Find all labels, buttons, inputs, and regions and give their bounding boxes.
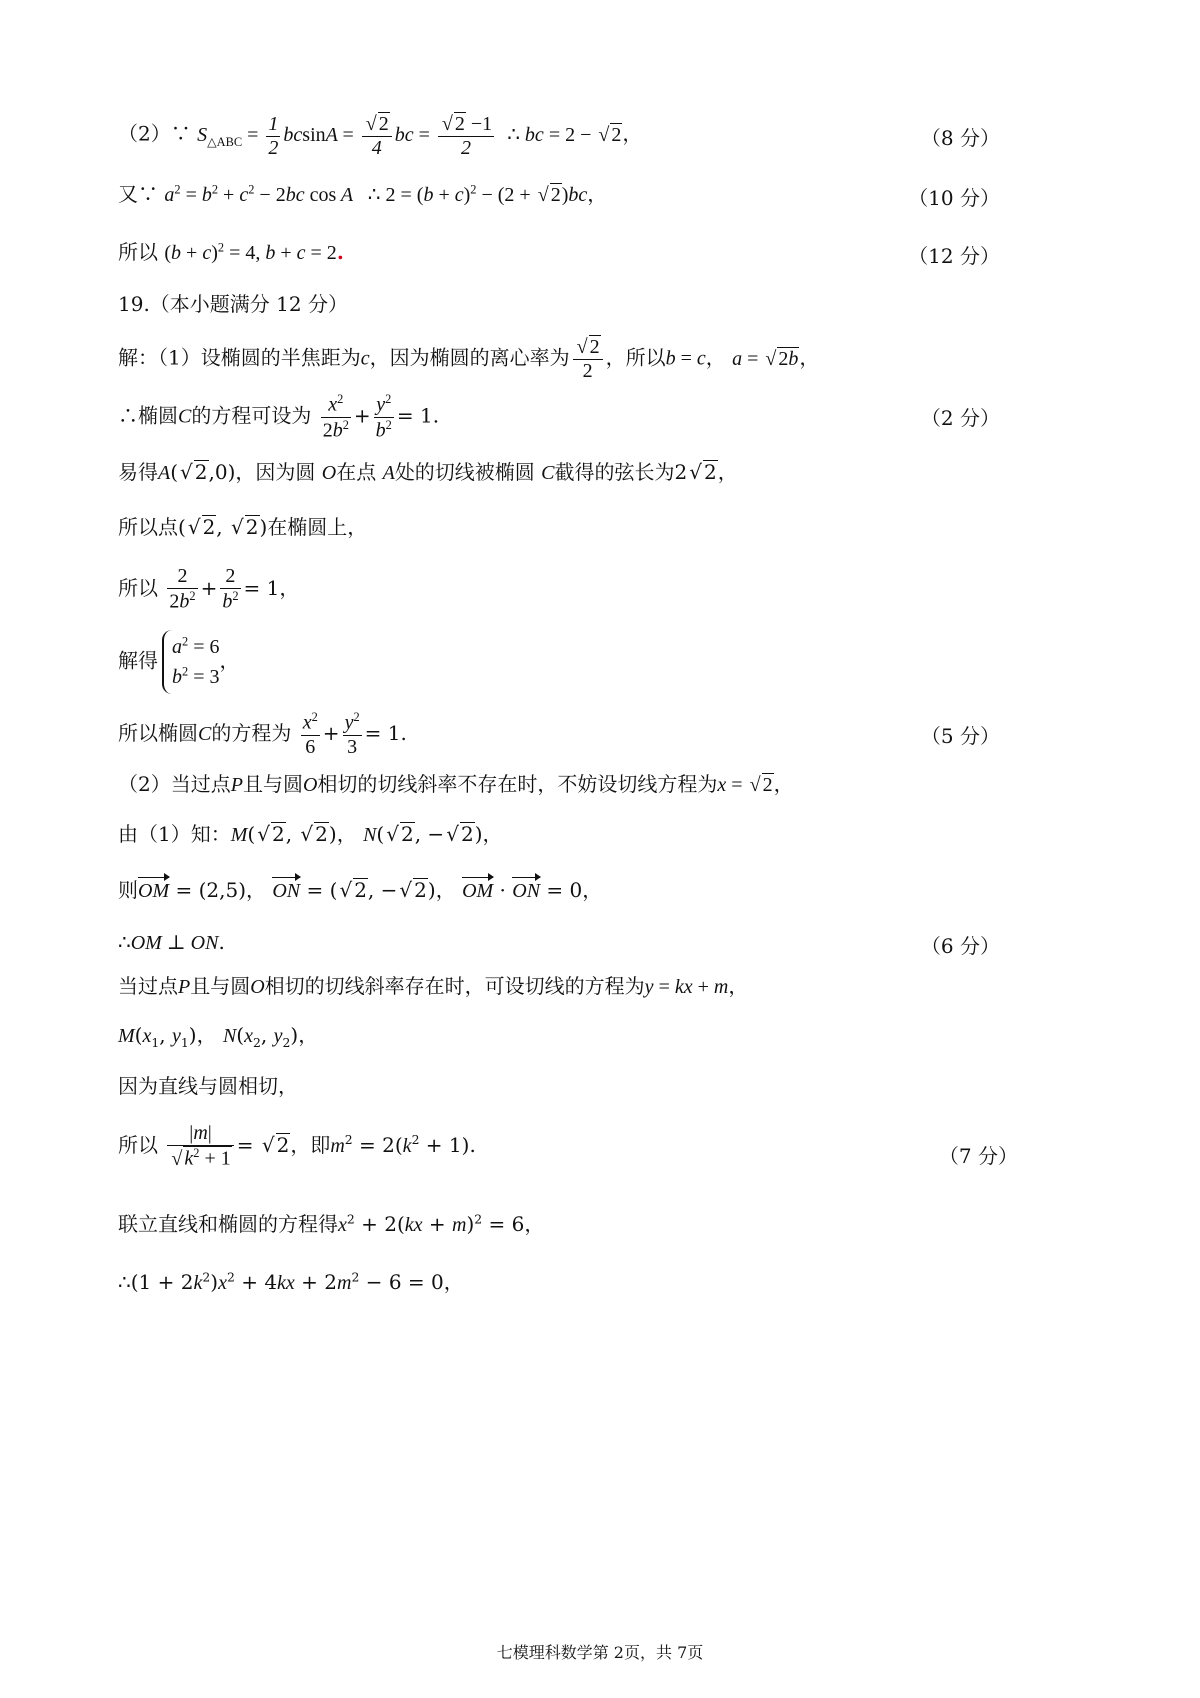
line-10: 解得$a^2 = 6$ $b^2 = 3$， [118,630,239,694]
line-6: ∴椭圆C的方程可设为 $\frac{x^2}{2b^2}$ + $\frac{y^2}{b^2}$ = 1. [118,392,440,442]
line-14: 则OM = (2,5)， ON = ( √ 2, − √ 2)， OM · ON = 0， [118,878,603,902]
line-21: ∴(1 + $2k^2)x^2 + 4kx + 2m^2 - 6 = 0$， [118,1269,464,1294]
math-cosine-law: $a^2 = b^2 + c^2 - 2bc$ cos A ∴ $2 = (b + c)^2 - (2$ + √ 2)bc [164,182,588,206]
line-12: （2）当过点P且与圆O相切的切线斜率不存在时，不妨设切线方程为x = √ 2， [118,772,794,796]
red-dot: . [336,240,344,264]
math-area-formula: $S_{\triangle ABC}$ = $\frac{1}{2}$ bcsinA = $\frac{√ 2}{4}$ bc = $\frac{√ 2 -1}{2}$ ∴ bc = 2 − √ 2 [197,112,622,159]
line-18: 因为直线与圆相切， [118,1074,298,1098]
line-20: 联立直线和椭圆的方程得$x^2 + 2(kx + m)^2 = 6$， [118,1211,545,1236]
score-7: （7 分） [938,1144,1018,1168]
math-sum-result: $(b + c)^2 = 4$, b + c = 2 [164,240,337,264]
line-9: 所以 $\frac{2}{2b^2}$ + $\frac{2}{b^2}$ = 1， [118,565,300,613]
score-4: （2 分） [920,406,1000,430]
score-2: （10 分） [908,186,1000,210]
line-16: 当过点P且与圆O相切的切线斜率存在时，可设切线的方程为y = kx + m， [118,974,749,998]
equation-system: $a^2 = 6$ $b^2 = 3$ [162,630,219,694]
line-5: 解：（1）设椭圆的半焦距为c，因为椭圆的离心率为 $\frac{√ 2}{2}$ ，所以b = c， a = √ 2b， [118,336,820,382]
line-13: 由（1）知：M( √ 2, √ 2)， N( √ 2, − √ 2)， [118,822,503,846]
line-3: 所以 $(b + c)^2 = 4$, b + c = 2. [118,240,344,264]
line-1: （2）∵ $S_{\triangle ABC}$ = $\frac{1}{2}$ bcsinA = $\frac{√ 2}{4}$ bc = $\frac{√ 2 -1}{2}$ ∴ bc = 2 − √ 2， [118,112,643,159]
line-17: $M(x_1$, $y_1$)， $N(x_2$, $y_2$)， [118,1023,319,1050]
score-6: （6 分） [920,934,1000,958]
line-7: 易得A( √ 2,0)，因为圆 O在点 A处的切线被椭圆 C截得的弦长为2 √ 2， [118,460,738,484]
problem-19-heading: 19.（本小题满分 12 分） [118,292,348,316]
score-1: （8 分） [920,126,1000,150]
line-2: 又∵ $a^2 = b^2 + c^2 - 2bc$ cos A ∴ $2 = (b + c)^2 - (2$ + √ 2)bc， [118,182,608,206]
line-8: 所以点( √ 2, √ 2)在椭圆上， [118,515,368,539]
page-footer: 七模理科数学第 2页，共 7页 [496,1643,704,1662]
line-15: ∴OM ⊥ ON. [118,930,225,954]
line-19: 所以 $\frac{|m|}{√ k^2 + 1}$ = √ 2，即$m^2 = 2(k^2 + 1)$. [118,1122,476,1170]
score-3: （12 分） [908,244,1000,268]
line-11: 所以椭圆C的方程为 $\frac{x^2}{6}$ + $\frac{y^2}{3}$ = 1. [118,710,407,758]
score-5: （5 分） [920,724,1000,748]
